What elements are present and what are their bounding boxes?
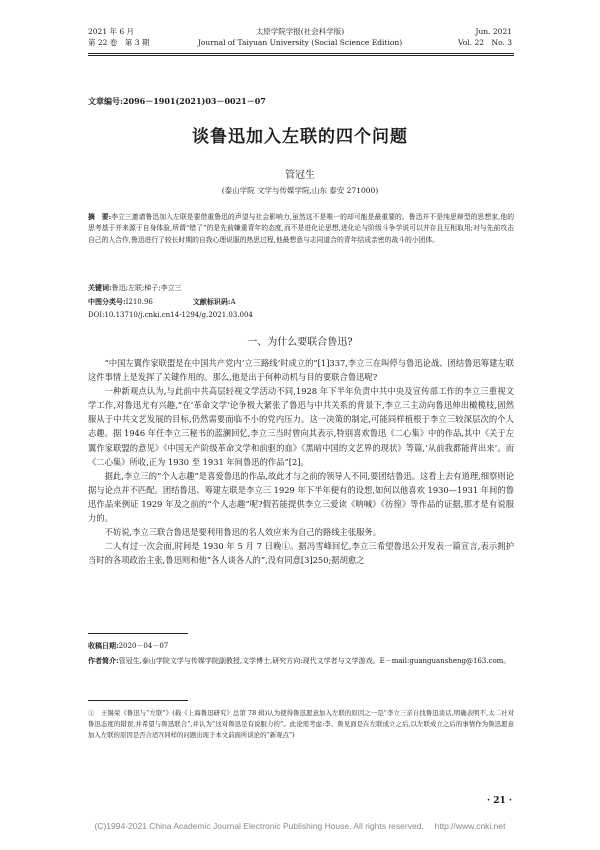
header-date-en: Jun. 2021 — [475, 27, 512, 36]
clc-value: I210.96 — [125, 298, 153, 306]
paragraph: “中国左翼作家联盟是在中国共产党内‘立三路线’时成立的”[1]337,李立三在叫停与鲁迅论战、团结鲁迅筹建左联这件事情上是发挥了关键作用的。那么,他是出于何种动机与目的要联合鲁迅呢? — [88, 358, 514, 383]
author-bio-label: 作者简介: — [88, 656, 119, 665]
section-heading: 一、为什么要联合鲁迅? — [247, 337, 353, 348]
clc-label: 中图分类号: — [88, 297, 126, 306]
page-title: 谈鲁迅加入左联的四个问题 — [192, 127, 408, 147]
paragraph: 一种新观点认为,与此前中共高层轻视文学活动不同,1928 年下半年负责中共中央及宣传部工作的李立三重视文学工作,对鲁迅尤有兴趣,“在‘革命文学’论争极大紧张了鲁迅与中共关系的背景下,李立三主动向鲁迅伸出橄榄枝,固然服从于中共文艺发展的目标,仍然需要面临不小的党内压力。这一决策的制定,可能同样植根于李立三较深层次的个人志趣。据 1946 年任李立三秘书的蓝澜回忆,李立三当时曾向其表示,特别喜欢鲁迅《二心集》中的作品,其中《关于左翼作家联盟的意见》《中国无产阶级革命文学和前驱的血》《黑暗中国的文艺界的现状》等篇,‘从前我都能背出来’。而《二心集》所收,正为 1930 至 1931 年间鲁迅的作品”[2]。 — [88, 386, 514, 467]
author-affiliation: (泰山学院 文学与传媒学院,山东 泰安 271000) — [221, 186, 379, 195]
classification — [88, 297, 236, 307]
keywords-label: 关键词: — [88, 283, 112, 292]
header-rule-thin — [88, 55, 514, 56]
doi: DOI:10.13710/j.cnki.cn14-1294/g.2021.03.004 — [88, 311, 253, 319]
abstract — [88, 212, 514, 246]
header-volume: 第 22 卷 第 3 期 — [88, 38, 150, 47]
doc-code-value: A — [230, 298, 236, 306]
received-value: 2020－04－07 — [118, 642, 169, 650]
body-text — [88, 356, 514, 567]
received-date — [88, 640, 514, 652]
copyright-notice: (C)1994-2021 China Academic Journal Electronic Publishing House. All rights reserved. http://www.cnki.net — [94, 821, 506, 831]
author-bio-text: 管冠生,泰山学院文学与传媒学院副教授,文学博士,研究方向:现代文学者与文学游戏。E－mail: — [118, 657, 410, 665]
header-issue-info-en — [458, 26, 512, 48]
divider — [88, 633, 188, 634]
header-journal-en: Journal of Taiyuan University (Social Science Edition) — [197, 38, 403, 47]
header-date: 2021 年 6 月 — [88, 27, 135, 36]
page-number: · 21 · — [486, 796, 512, 806]
author-email: guanguansheng@163.com。 — [409, 657, 511, 665]
article-number: 文章编号:2096－1901(2021)03－0021－07 — [88, 96, 266, 106]
keywords-text: 鲁迅;左联;梯子;李立三 — [111, 284, 182, 292]
doc-code-label: 文献标识码: — [192, 297, 231, 306]
keywords — [88, 283, 182, 293]
footnote: ① 王锡荣《鲁迅与“左联”》(载《上海鲁迅研究》总第 78 辑)认为使得鲁迅愿意加入左联的原因之一是“李立三亲自找鲁迅谈话,明确表明不,太二社对鲁迅态度的错误,并希望与鲁迅联合”,并认为“这对鲁迅是有说服力的”。此论需考虑:李、鲁见面是在左联成立之后,以左联成立之后的事情作为鲁迅愿意加入左联的原因是否合适?(同样的问题出现于本文前面所谈论的“新观点”) — [88, 709, 514, 739]
abstract-text: 李立三邀请鲁迅加入左联是要借重鲁迅的声望与社会影响力,虽然这不是唯一的却可能是最重要的。鲁迅并不是纯思辩型的思想家,他的思考基于并来源于自身体验,所谓“错了”的是先前嫌重青年的态度,而不是进化论思想,进化论与阶级斗争学说可以并存且互相取用;对与先前攻击自己的人合作,鲁迅进行了较长时期的自我心理说服的热思过程,他最想意与志同道合的青年结成亲密的战斗的小团体。 — [88, 213, 514, 244]
paragraph: 不妨说,李立三联合鲁迅是要利用鲁迅的名人效应来为自己的路线主张服务。 — [104, 527, 382, 538]
author-name: 管冠生 — [285, 170, 315, 181]
abstract-label: 摘 要: — [88, 213, 112, 221]
footnote-divider — [88, 700, 188, 701]
paragraph: 二人有过一次会面,时间是 1930 年 5 月 7 日晚①。据冯雪峰回忆,李立三希望鲁迅公开发表一篇宣言,表示拥护当时的各项政治主张,鲁迅则和他“各人谈各人的”,没有同意[3]250;据胡愈之 — [88, 541, 514, 566]
received-label: 收稿日期: — [88, 641, 119, 650]
paragraph: 据此,李立三的“个人志趣”是喜爱鲁迅的作品,故此才与之前的领导人不同,要团结鲁迅。这看上去有道理,细察则论据与论点并不匹配。团结鲁迅、筹建左联是李立三 1929 年下半年便有的设想,如何以他喜欢 1930—1931 年间的鲁迅作品来例证 1929 年及之前的“个人志趣”呢?假若能提供李立三爱读《呐喊》《彷徨》等作品的证据,那才是有说服力的。 — [88, 470, 514, 524]
author-bio — [88, 655, 514, 667]
header-journal-cn: 太原学院学报(社会科学版) — [255, 27, 345, 36]
header-volume-en: Vol. 22 No. 3 — [458, 38, 512, 47]
header-rule — [88, 53, 514, 54]
